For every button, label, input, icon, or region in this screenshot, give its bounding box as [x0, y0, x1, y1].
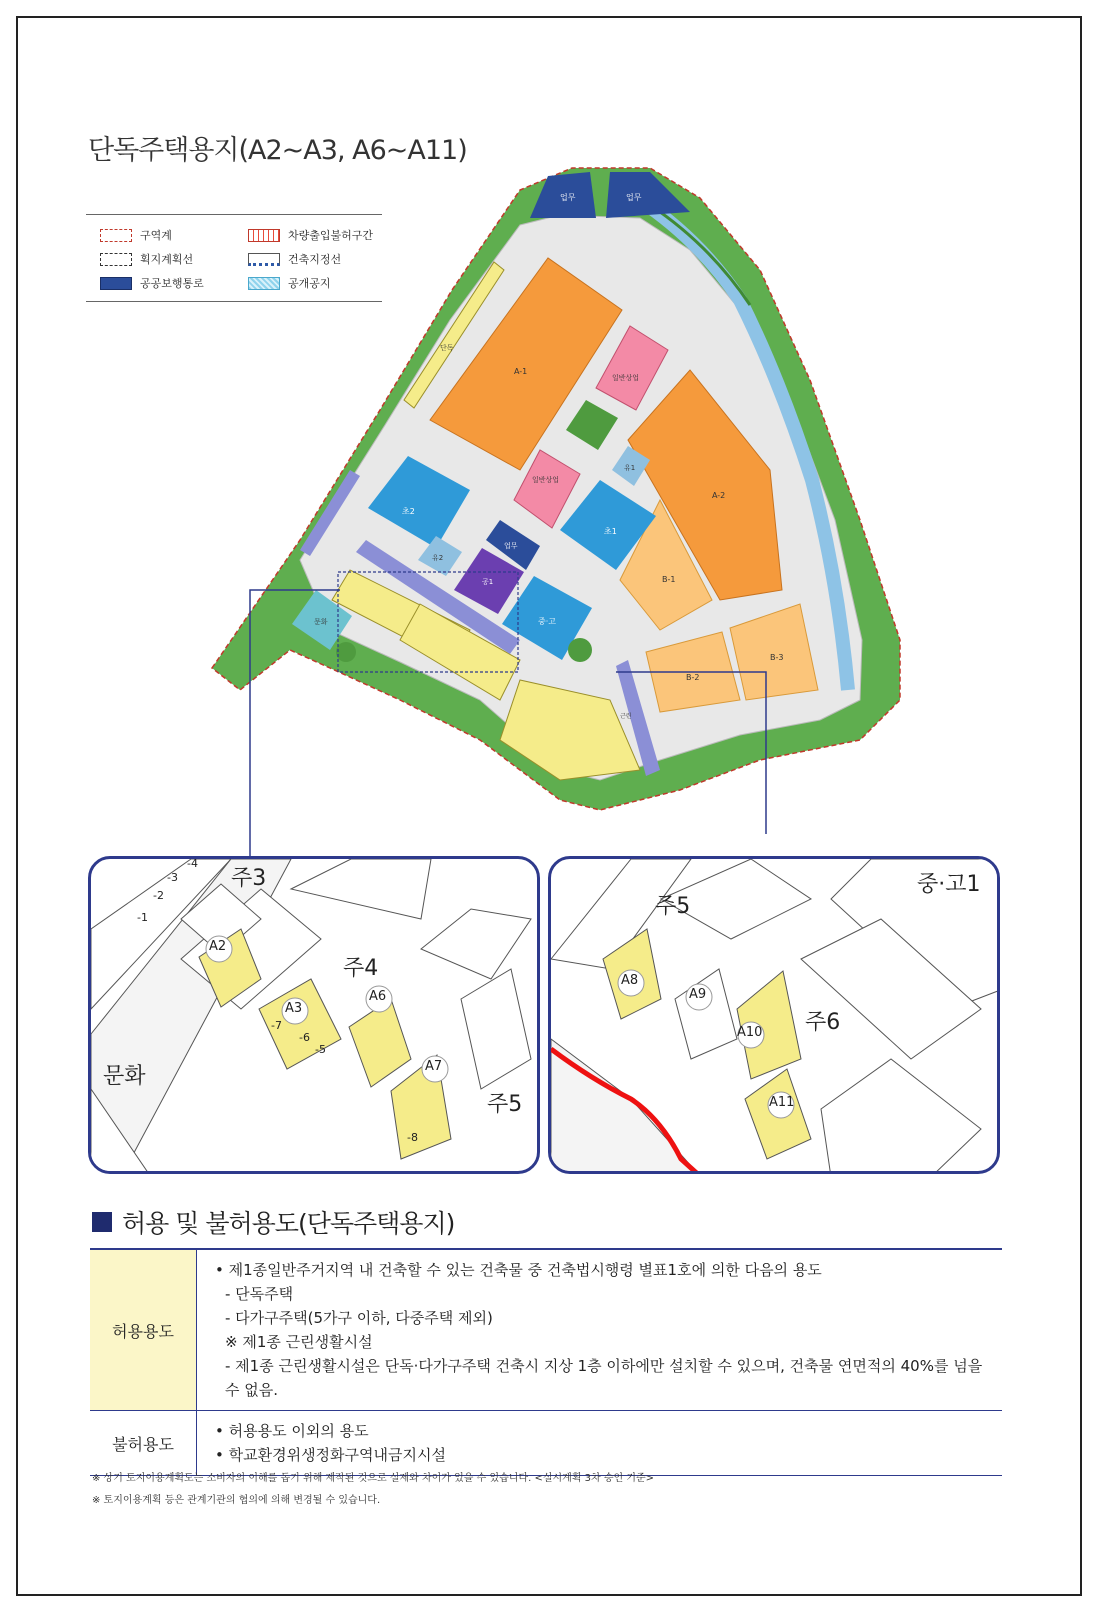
section-heading — [92, 1204, 454, 1240]
culture-label: 문화 — [314, 618, 328, 626]
a1-label: A-1 — [514, 367, 528, 376]
lot-number: -8 — [407, 1131, 418, 1144]
zoom-panel-right — [548, 856, 1000, 1174]
legend-label: 건축지정선 — [288, 253, 342, 266]
zone-label-ju6: 주6 — [805, 1010, 841, 1035]
parcel-label-a6: A6 — [369, 989, 387, 1004]
zone-label-ju5: 주5 — [487, 1092, 523, 1117]
zone-label-middle-high: 중·고1 — [917, 872, 981, 897]
near-living-label: 근린 — [620, 713, 632, 720]
lot-number: -2 — [153, 889, 164, 902]
parcel-label-a7: A7 — [425, 1059, 443, 1074]
parcel-label-a9: A9 — [689, 987, 707, 1002]
allowed-line: - 다가구주택(5가구 이하, 다중주택 제외) — [225, 1309, 493, 1327]
parcel-label-a2: A2 — [209, 939, 227, 954]
lot-number: -4 — [187, 857, 198, 870]
footnote: ※ 상기 토지이용계획도는 소비자의 이해를 돕기 위해 제작된 것으로 실제와 차이가 있을 수 있습니다. <실시계획 3차 승인 기준> — [92, 1473, 655, 1484]
usage-table — [90, 1248, 1002, 1476]
zone-label-ju3: 주3 — [231, 866, 267, 891]
kinder1-label: 유1 — [624, 464, 636, 472]
footnotes — [92, 1468, 654, 1512]
forbidden-label: 불허용도 — [90, 1411, 197, 1476]
allowed-content — [197, 1249, 1003, 1411]
legend-label: 차량출입불허구간 — [288, 229, 374, 242]
b3-label: B-3 — [770, 653, 784, 662]
kinder2-label: 유2 — [432, 554, 444, 562]
square-bullet-icon — [92, 1212, 112, 1232]
legend-label: 공공보행통로 — [140, 277, 204, 290]
legend-label: 공개공지 — [288, 277, 331, 290]
zoom-map-left — [91, 859, 540, 1174]
forbidden-row — [90, 1411, 1002, 1476]
footnote: ※ 토지이용계획 등은 관계기관의 협의에 의해 변경될 수 있습니다. — [92, 1495, 381, 1506]
office-label-3: 업무 — [504, 542, 518, 550]
parcel-a9-zone — [675, 969, 737, 1059]
park-2 — [336, 642, 356, 662]
allowed-line: - 제1종 근린생활시설은 단독·다가구주택 건축시 지상 1층 이하에만 설치할 수 있으며, 건축물 연면적의 40%를 넘을 수 없음. — [225, 1357, 983, 1399]
park-3 — [568, 638, 592, 662]
b1-label: B-1 — [662, 575, 676, 584]
section-title: 허용 및 불허용도(단독주택용지) — [122, 1209, 455, 1238]
parcel-label-a8: A8 — [621, 973, 639, 988]
allowed-line: - 단독주택 — [225, 1285, 294, 1303]
lot-number: -7 — [271, 1019, 282, 1032]
parcel-label-a3: A3 — [285, 1001, 303, 1016]
parcel-label-a11: A11 — [769, 1095, 795, 1110]
allowed-row — [90, 1249, 1002, 1411]
a2-label: A-2 — [712, 491, 726, 500]
b2-label: B-2 — [686, 673, 700, 682]
page-title: 단독주택용지(A2~A3, A6~A11) — [88, 135, 467, 166]
public1-label: 공1 — [482, 578, 494, 586]
office-label-1: 업무 — [560, 193, 576, 202]
allowed-line: ※ 제1종 근린생활시설 — [225, 1333, 373, 1351]
elementary2-label: 초2 — [402, 507, 415, 516]
forbidden-line: • 허용용도 이외의 용도 — [215, 1422, 369, 1440]
office-label-2: 업무 — [626, 193, 642, 202]
zoom-map-right — [551, 859, 1000, 1174]
allowed-label: 허용용도 — [90, 1249, 197, 1411]
lot-number: -6 — [299, 1031, 310, 1044]
middle-high-label: 중·고 — [538, 617, 556, 626]
zone-label-culture: 문화 — [103, 1064, 146, 1089]
zone-label-ju5: 주5 — [655, 894, 691, 919]
elementary1-label: 초1 — [604, 527, 617, 536]
lot-number: -1 — [137, 911, 148, 924]
legend-label: 구역계 — [140, 229, 172, 242]
commercial-label-2: 일반상업 — [532, 476, 560, 484]
detached-label: 단독 — [440, 344, 454, 352]
lot-number: -5 — [315, 1043, 326, 1056]
forbidden-line: • 학교환경위생정화구역내금지시설 — [215, 1446, 446, 1464]
allowed-line: • 제1종일반주거지역 내 건축할 수 있는 건축물 중 건축법시행령 별표1호에 의한 다음의 용도 — [215, 1261, 822, 1279]
zone-label-ju4: 주4 — [343, 956, 379, 981]
parcel-label-a10: A10 — [737, 1025, 763, 1040]
commercial-label-1: 일반상업 — [612, 374, 640, 382]
zoom-panel-left — [88, 856, 540, 1174]
legend-label: 획지계획선 — [140, 253, 194, 266]
forbidden-content — [197, 1411, 1003, 1476]
lot-number: -3 — [167, 871, 178, 884]
